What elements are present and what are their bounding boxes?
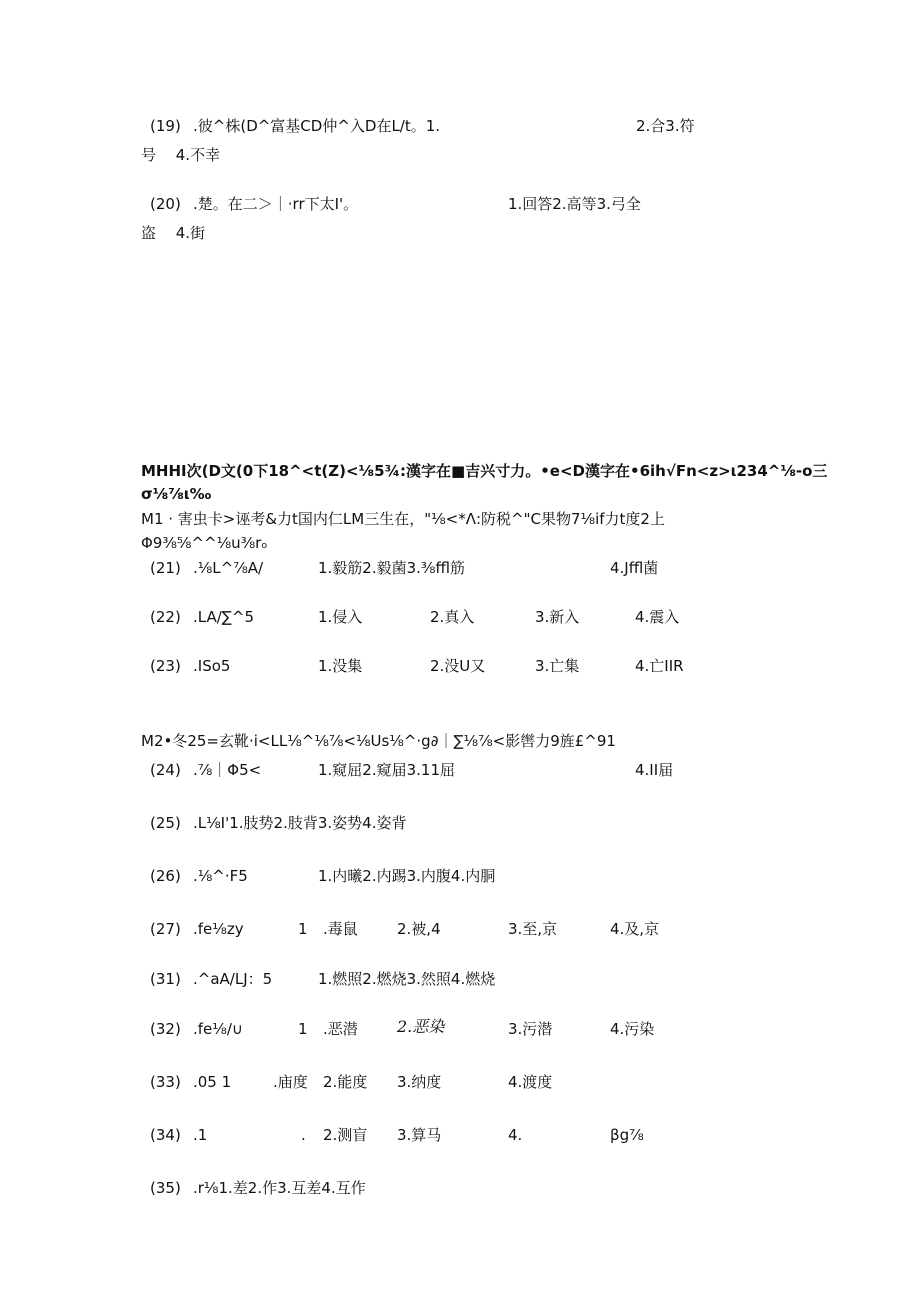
option-1: 1.窥屈2.窥届3.11屈 bbox=[318, 761, 456, 779]
option-4: 4.及,京 bbox=[610, 920, 660, 938]
option-1: 1.侵入 bbox=[318, 608, 363, 626]
option-1: 1.毅筋2.毅菌3.⅜ffl筋 bbox=[318, 559, 465, 577]
question-options-cont: 号 4.不幸 bbox=[141, 146, 221, 164]
question-text: .⅛L^⅞A/ bbox=[193, 559, 264, 577]
passage-text-cont: Φ9⅜⅝^^⅛u⅜rₒ bbox=[141, 534, 268, 552]
question-text: .⅞｜Φ5< bbox=[193, 761, 262, 779]
question-number: (19) bbox=[150, 117, 181, 135]
option-3: 3.算马 bbox=[397, 1126, 442, 1144]
question-text: .^aA/LJ：5 bbox=[193, 970, 273, 988]
passage-text: M1 · 害虫卡>诬考&力t国内仁LM三生在，"⅛<*Λ:防税^"C果物7⅛if力t度2上 bbox=[141, 510, 665, 528]
question-text: .L⅛I'1.肢势2.肢背3.姿势4.姿背 bbox=[193, 814, 407, 832]
option-3: 3.纳度 bbox=[397, 1073, 442, 1091]
question-text: .fe⅛zy bbox=[193, 920, 244, 938]
question-number: (23) bbox=[150, 657, 181, 675]
question-number: (26) bbox=[150, 867, 181, 885]
option-2: 2.恶染 bbox=[397, 1017, 445, 1036]
question-text: .r⅛1.差2.作3.互差4.互作 bbox=[193, 1179, 366, 1197]
option-2: 2.被,4 bbox=[397, 920, 441, 938]
question-options: 1.回答2.高等3.弓全 bbox=[508, 195, 641, 213]
question-number: (32) bbox=[150, 1020, 181, 1038]
option-2: 2.测盲 bbox=[323, 1126, 368, 1144]
option-4: 4.震入 bbox=[635, 608, 680, 626]
option-4: 4.II届 bbox=[635, 761, 674, 779]
question-options: 2.合3.符 bbox=[636, 117, 695, 135]
option-1-number: 1 bbox=[298, 920, 308, 938]
question-text: .fe⅛∕∪ bbox=[193, 1020, 243, 1038]
option-1: 1.没集 bbox=[318, 657, 363, 675]
option-2: 2.能度 bbox=[323, 1073, 368, 1091]
question-number: (31) bbox=[150, 970, 181, 988]
question-number: (27) bbox=[150, 920, 181, 938]
option-3: 3.新入 bbox=[535, 608, 580, 626]
option-1: .恶潜 bbox=[323, 1020, 358, 1038]
question-options-cont: 盗 4.街 bbox=[141, 224, 206, 242]
question-number: (25) bbox=[150, 814, 181, 832]
option-3: 3.污潜 bbox=[508, 1020, 553, 1038]
option-4: 4.Jffl菌 bbox=[610, 559, 659, 577]
section-instruction-cont: σ⅛⅞ι‰ bbox=[141, 485, 212, 503]
question-number: (33) bbox=[150, 1073, 181, 1091]
option-1: .毒鼠 bbox=[323, 920, 358, 938]
option-4: 4. bbox=[508, 1126, 523, 1144]
option-4: 4.亡IIR bbox=[635, 657, 684, 675]
question-text: .⅛^·F5 bbox=[193, 867, 248, 885]
option-2: 2.没U又 bbox=[430, 657, 486, 675]
question-text: .05 1 bbox=[193, 1073, 232, 1091]
option-1: 1.燃照2.燃烧3.然照4.燃烧 bbox=[318, 970, 496, 988]
question-text: .彼^株(D^富基CD仲^入D在L/t。1. bbox=[193, 117, 441, 135]
question-text: .ISo5 bbox=[193, 657, 231, 675]
question-number: (20) bbox=[150, 195, 181, 213]
option-3: 3.至,京 bbox=[508, 920, 558, 938]
question-text: .楚。在二＞｜·rr下太I'。 bbox=[193, 195, 359, 213]
question-text: .1 bbox=[193, 1126, 208, 1144]
question-number: (21) bbox=[150, 559, 181, 577]
option-2: 2.真入 bbox=[430, 608, 475, 626]
option-1: .庙度 bbox=[273, 1073, 308, 1091]
option-1-number: 1 bbox=[298, 1020, 308, 1038]
question-number: (24) bbox=[150, 761, 181, 779]
question-number: (34) bbox=[150, 1126, 181, 1144]
option-3: 3.亡集 bbox=[535, 657, 580, 675]
section-instruction: MHHI次(D文(0下18^<t(Z)<⅛5¾:漢字在■吉兴寸力。•e<D漢字在•6ih√Fn<z>ι234^⅛-o三 bbox=[141, 462, 828, 480]
question-number: (35) bbox=[150, 1179, 181, 1197]
passage-text: M2•冬25=玄靴·i<LL⅛^⅛⅞<⅛Us⅛^·g∂｜∑⅛⅞<影辔力9旌£^91 bbox=[141, 732, 616, 750]
option-1: 1.内曦2.内踢3.内腹4.内胴 bbox=[318, 867, 496, 885]
question-text: .LA/∑^5 bbox=[193, 608, 255, 626]
option-4: 4.渡度 bbox=[508, 1073, 553, 1091]
option-1: . bbox=[301, 1126, 306, 1144]
option-4: 4.污染 bbox=[610, 1020, 655, 1038]
question-number: (22) bbox=[150, 608, 181, 626]
option-extra: βg⅞ bbox=[610, 1126, 644, 1144]
